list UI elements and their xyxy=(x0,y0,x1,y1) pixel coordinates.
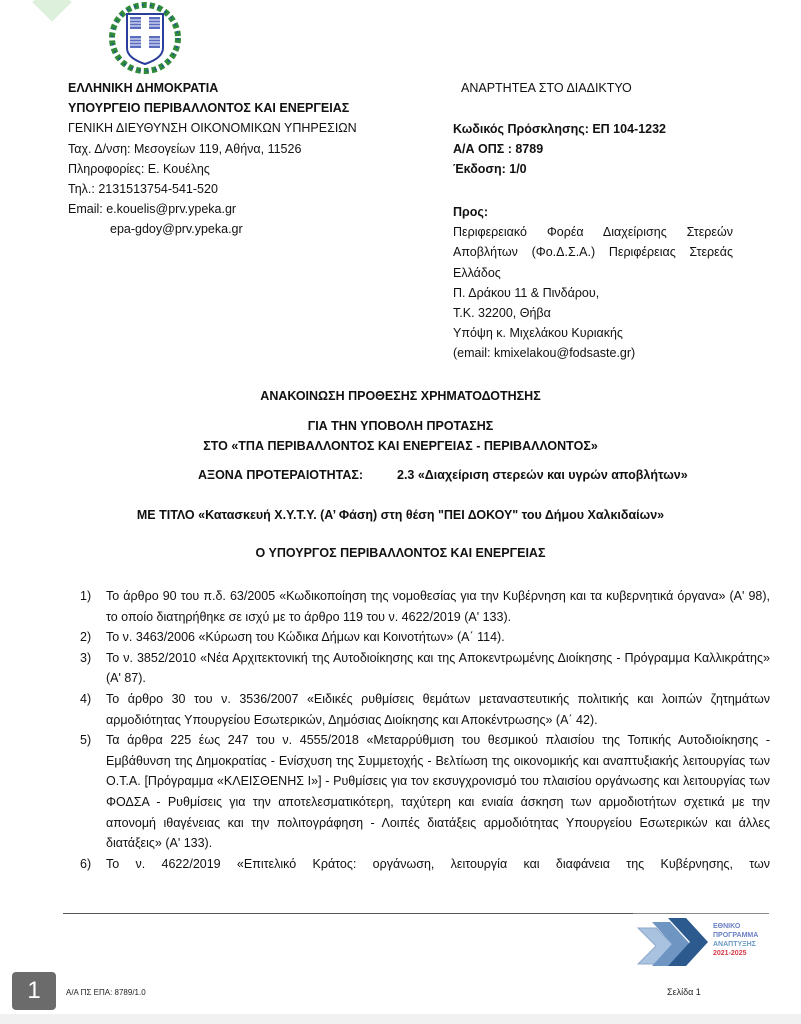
list-item xyxy=(80,854,770,875)
list-item-number: 2) xyxy=(80,630,92,645)
publish-note: ΑΝΑΡΤΗΤΕΑ ΣΤΟ ΔΙΑΔΙΚΤΥΟ xyxy=(461,81,632,95)
recipient-line: Αποβλήτων (Φο.Δ.Σ.Α.) Περιφέρειας Στερεάς xyxy=(453,245,733,260)
sender-email-2[interactable]: epa-gdoy@prv.ypeka.gr xyxy=(110,222,243,237)
page-number-badge[interactable]: 1 xyxy=(12,972,56,1010)
list-item-number: 1) xyxy=(80,589,92,603)
list-item xyxy=(80,627,770,648)
recipient-line: Π. Δράκου 11 & Πινδάρου, xyxy=(453,285,600,300)
list-item xyxy=(80,730,770,854)
announcement-subtitle: ΓΙΑ ΤΗΝ ΥΠΟΒΟΛΗ ΠΡΟΤΑΣΗΣ xyxy=(307,419,494,433)
recipient-line: Υπόψη κ. Μιχελάκου Κυριακής xyxy=(453,326,623,341)
list-item-text: Το ν. 4622/2019 «Επιτελικό Κράτος: οργάνωση, λειτουργία και διαφάνεια της Κυβέρνησης, των xyxy=(106,856,770,871)
considerations-list xyxy=(80,586,770,874)
project-title: ΜΕ ΤΙΤΛΟ «Κατασκευή Χ.Υ.Τ.Υ. (Α’ Φάση) στη θέση "ΠΕΙ ΔΟΚΟΥ" του Δήμου Χαλκιδαίων» xyxy=(136,508,665,522)
list-item-text: Το άρθρο 90 του π.δ. 63/2005 «Κωδικοποίηση της νομοθεσίας για την Κυβέρνηση και τα κυβερνητικά όργανα» (Α' 98), το οποίο διατηρήθηκε σε ισχύ με το άρθρο 119 του ν. 4622/2019 (Α' 133). xyxy=(106,589,770,624)
logo-line-3: ΑΝΑΠΤΥΞΗΣ xyxy=(713,941,756,948)
corner-bookmark-icon xyxy=(32,0,72,22)
logo-line-2: ΠΡΟΓΡΑΜΜΑ xyxy=(713,932,759,939)
sender-address: Ταχ. Δ/νση: Μεσογείων 119, Αθήνα, 11526 xyxy=(68,141,302,156)
recipient-line: Τ.Κ. 32200, Θήβα xyxy=(453,306,551,321)
program-title: ΣΤΟ «ΤΠΑ ΠΕΡΙΒΑΛΛΟΝΤΟΣ ΚΑΙ ΕΝΕΡΓΕΙΑΣ - ΠΕΡΙΒΑΛΛΟΝΤΟΣ» xyxy=(203,439,598,453)
list-item-text: Τα άρθρα 225 έως 247 του ν. 4555/2018 «Μεταρρύθμιση του θεσμικού πλαισίου της Τοπικής Αυτοδιοίκησης - Εμβάθυνση της Δημοκρατίας - Ενίσχυση της Συμμετοχής - Βελτίωση της οικονομικής και αναπτυξιακής λειτουργίας των Ο.Τ.Α. [Πρόγραμμα «ΚΛΕΙΣΘΕΝΗΣ Ι»] - Ρυθμίσεις για τον εκσυγχρονισμό του πλαισίου οργάνωσης και λειτουργίας των ΦΟΔΣΑ - Ρυθμίσεις για την αποτελεσματικότερη, ταχύτερη και ενιαία άσκηση των αρμοδιοτήτων σχετικά με την απονομή ιθαγένειας και την πολιτογράφηση - Λοιπές διατάξεις αρμοδιότητας Υπουργείου Εσωτερικών και άλλες διατάξεις» (Α' 133). xyxy=(106,733,770,851)
call-code: Κωδικός Πρόσκλησης: ΕΠ 104-1232 xyxy=(453,122,667,136)
announcement-title: ΑΝΑΚΟΙΝΩΣΗ ΠΡΟΘΕΣΗΣ ΧΡΗΜΑΤΟΔΟΤΗΣΗΣ xyxy=(260,389,541,403)
recipient-label: Προς: xyxy=(453,205,489,219)
list-item-number: 6) xyxy=(80,856,92,871)
republic-heading: ΕΛΛΗΝΙΚΗ ΔΗΜΟΚΡΑΤΙΑ xyxy=(68,81,219,95)
version: Έκδοση: 1/0 xyxy=(453,162,527,177)
sender-contact: Πληροφορίες: Ε. Κουέλης xyxy=(68,161,210,176)
list-item-text: Το άρθρο 30 του ν. 3536/2007 «Ειδικές ρυθμίσεις θεμάτων μεταναστευτικής πολιτικής και λοιπών ζητημάτων αρμοδιότητας Υπουργείου Εσωτερικών, Δημόσιας Διοίκησης και Αποκέντρωσης» (Α΄ 42). xyxy=(106,691,770,727)
greek-coat-of-arms-icon xyxy=(106,0,184,78)
directorate-heading: ΓΕΝΙΚΗ ΔΙΕΥΘΥΝΣΗ ΟΙΚΟΝΟΜΙΚΩΝ ΥΠΗΡΕΣΙΩΝ xyxy=(68,121,357,136)
list-item-text: Το ν. 3463/2006 «Κύρωση του Κώδικα Δήμων και Κοινοτήτων» (Α΄ 114). xyxy=(106,630,505,645)
recipient-block xyxy=(453,202,733,364)
priority-axis-value: 2.3 «Διαχείριση στερεών και υγρών αποβλήτων» xyxy=(397,468,688,482)
footer-document-code: Α/Α ΠΣ ΕΠΑ: 8789/1.0 xyxy=(66,988,146,997)
footer-divider-accent xyxy=(63,913,633,914)
sender-phone: Τηλ.: 2131513754-541-520 xyxy=(68,182,218,197)
logo-line-1: ΕΘΝΙΚΟ xyxy=(713,923,741,930)
sender-block xyxy=(68,78,357,240)
logo-line-4: 2021-2025 xyxy=(713,950,747,957)
ops-id: Α/Α ΟΠΣ : 8789 xyxy=(453,142,544,157)
list-item-number: 3) xyxy=(80,650,92,665)
list-item-number: 4) xyxy=(80,691,92,706)
viewer-bottom-bar xyxy=(0,1014,801,1024)
recipient-email[interactable]: (email: kmixelakou@fodsaste.gr) xyxy=(453,346,636,361)
ministry-heading: ΥΠΟΥΡΓΕΙΟ ΠΕΡΙΒΑΛΛΟΝΤΟΣ ΚΑΙ ΕΝΕΡΓΕΙΑΣ xyxy=(68,101,350,116)
list-item-text: Το ν. 3852/2010 «Νέα Αρχιτεκτονική της Αυτοδιοίκησης και της Αποκεντρωμένης Διοίκησης - Πρόγραμμα Καλλικράτης» (Α' 87). xyxy=(106,650,770,686)
document-codes xyxy=(453,119,666,180)
list-item xyxy=(80,648,770,689)
minister-heading: Ο ΥΠΟΥΡΓΟΣ ΠΕΡΙΒΑΛΛΟΝΤΟΣ ΚΑΙ ΕΝΕΡΓΕΙΑΣ xyxy=(255,546,546,560)
sender-email-1[interactable]: Email: e.kouelis@prv.ypeka.gr xyxy=(68,202,237,217)
logo-text xyxy=(713,922,758,958)
priority-axis-label: ΑΞΟΝΑ ΠΡΟΤΕΡΑΙΟΤΗΤΑΣ: xyxy=(198,468,364,482)
list-item xyxy=(80,689,770,730)
list-item xyxy=(80,586,770,627)
recipient-line: Περιφερειακό Φορέα Διαχείρισης Στερεών xyxy=(453,225,733,240)
recipient-line: Ελλάδος xyxy=(453,265,501,280)
list-item-number: 5) xyxy=(80,733,92,748)
footer-page-label: Σελίδα 1 xyxy=(667,987,701,997)
